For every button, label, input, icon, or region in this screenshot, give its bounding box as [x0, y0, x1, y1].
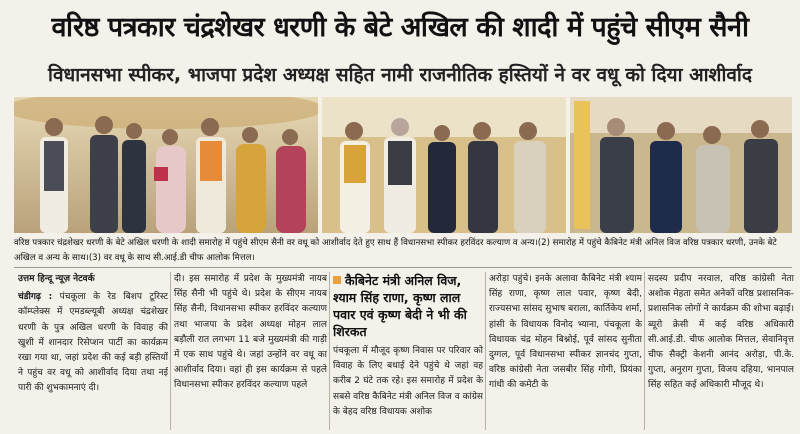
- column-divider: [485, 272, 486, 430]
- article-column-5: [648, 272, 794, 430]
- article-column-3: [333, 272, 483, 430]
- byline: उत्तम हिन्दू न्यूज़ नेटवर्क: [18, 274, 95, 284]
- article-text-2: दी। इस समारोह में प्रदेश के मुख्यमंत्री नायब सिंह सैनी भी पहुंचे थे। प्रदेश के सीएम नायब सिंह सैनी, विधानसभा स्पीकर हरविंदर कल्याण तथा भाजपा के प्रदेश अध्यक्ष मोहन लाल बड़ौली रात लगभग 11 बजे मुख्यमंत्री की गाड़ी में एक साथ पहुंचे थे। जहां उन्होंने वर वधू का आशीर्वाद दिया। वहां ही इस कार्यक्रम से पहले विधानसभा स्पीकर हरविंदर कल्याण पहले: [174, 274, 327, 391]
- wedding-stage-photo-3-icon: [570, 97, 792, 233]
- column-divider: [644, 272, 645, 430]
- wedding-photo-anil-vij: [322, 97, 566, 233]
- column-divider: [170, 272, 171, 430]
- wedding-stage-photo-1-icon: [14, 97, 318, 233]
- square-bullet-icon: [333, 276, 341, 284]
- article-text-4: अरोड़ा पहुंचे। इनके अलावा कैबिनेट मंत्री श्याम सिंह राणा, कृष्ण लाल पवार, कृष्ण बेदी, राज्यसभा सांसद सुभाष बराला, कार्तिकेय शर्मा, हांसी के विधायक विनोद भ्याना, पंचकूला के विधायक चंद्र मोहन बिश्नोई, पूर्व सांसद सुनीता दुग्गल, पूर्व विधानसभा स्पीकर ज्ञानचंद गुप्ता, वरिष्ठ कांग्रेसी नेता जसबीर सिंह गोगी, प्रियंका गांधी की कमेटी के: [489, 274, 642, 391]
- article-column-4: [489, 272, 642, 430]
- article-text-3: पंचकूला में मौजूद कृष्ण निवास पर परिवार को विवाह के लिए बधाई देने पहुंचे थे जहां वह करीब 2 घंटे तक रहे। इस समारोह में प्रदेश के सबसे वरिष्ठ कैबिनेट मंत्री अनिल विज व कांग्रेस के बेहद वरिष्ठ विधायक अशोक: [333, 346, 483, 417]
- article-text-5: सदस्य प्रदीप नरवाल, वरिष्ठ कांग्रेसी नेता अशोक मेहता समेत अनेकों वरिष्ठ प्रशासनिक-प्रशासनिक लोगों ने कार्यक्रम की शोभा बढ़ाई। ब्यूरो क्रेसी में कई वरिष्ठ अधिकारी सी.आई.डी. चीफ आलोक मित्तल, सेवानिवृत्त चीफ सैक्ट्री केशनी आनंद अरोड़ा, पी.के. गुप्ता, अनुराग गुप्ता, विजय दहिया, भानपाल सिंह सहित कई अधिकारी मौजूद थे।: [648, 274, 794, 391]
- article-column-2: [174, 272, 327, 430]
- wedding-stage-photo-2-icon: [322, 97, 566, 233]
- subheadline: विधानसभा स्पीकर, भाजपा प्रदेश अध्यक्ष सहित नामी राजनीतिक हस्तियों ने वर वधू को दिया आशीर्वाद: [48, 64, 752, 86]
- caption-divider: [14, 267, 792, 268]
- side-heading: [333, 272, 483, 340]
- wedding-photo-cid-chief: [570, 97, 792, 233]
- column-divider: [329, 272, 330, 430]
- side-heading-text: कैबिनेट मंत्री अनिल विज, श्याम सिंह राणा, कृष्ण लाल पवार एवं कृष्ण बेदी ने भी की शिरकत: [333, 273, 467, 339]
- article-column-1: [18, 272, 168, 430]
- article-text-1: पंचकूला के रेड बिशप टूरिस्ट कॉम्प्लेक्स में एमडब्ल्यूबी अध्यक्ष चंद्रशेखर धरणी के पुत्र अखिल धरणी के विवाह की खुशी में शानदार रिसेप्शन पार्टी का कार्यक्रम रखा गया था, जहां प्रदेश की कई बड़ी हस्तियों ने पहुंच वर वधू को आशीर्वाद दिया तथा नई पारी की शुभकामनाएं दी।: [18, 292, 168, 394]
- wedding-photo-cm-blessing: [14, 97, 318, 233]
- photo-strip: [14, 97, 792, 233]
- dateline: चंडीगढ़ :: [18, 292, 53, 303]
- headline: वरिष्ठ पत्रकार चंद्रशेखर धरणी के बेटे अखिल की शादी में पहुंचे सीएम सैनी: [51, 12, 749, 43]
- photo-caption: वरिष्ठ पत्रकार चंद्रशेखर धरणी के बेटे अखिल धरणी के शादी समारोह में पहुंचे सीएम सैनी वर वधू को आशीर्वाद देते हुए साथ हैं विधानसभा स्पीकर हरविंदर कल्याण व अन्य।(2) समारोह में पहुंचे कैबिनेट मंत्री अनिल विज वरिष्ठ पत्रकार धरणी, उनके बेटे अखिल व अन्य के साथ।(3) वर वधू के साथ सी.आई.डी चीफ आलोक मित्तल।: [14, 238, 777, 263]
